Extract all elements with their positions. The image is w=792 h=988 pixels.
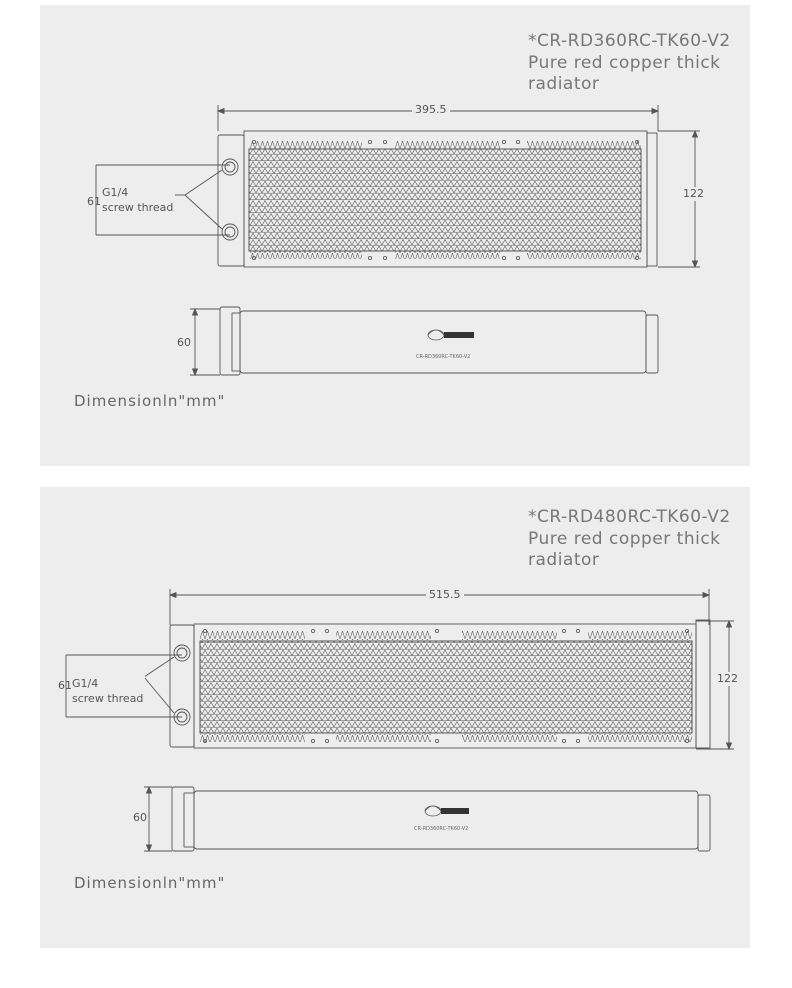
brand-logo: [425, 806, 469, 816]
model-description: Pure red copper thick radiator: [528, 53, 721, 94]
model-title: *CR-RD480RC-TK60-V2: [528, 507, 731, 527]
units-note: Dimensionln"mm": [74, 874, 226, 892]
thread-size: G1/4: [72, 677, 99, 690]
thickness-dimension: 60: [133, 811, 147, 824]
length-dimension: 515.5: [426, 588, 464, 602]
thread-size: G1/4: [102, 186, 129, 199]
width-dimension: 122: [680, 187, 707, 201]
thread-description: screw thread: [102, 201, 174, 214]
model-description: Pure red copper thick radiator: [528, 529, 721, 570]
thread-description: screw thread: [72, 692, 144, 705]
port-spacing-dimension: 61: [58, 679, 72, 692]
brand-logo: [428, 330, 474, 340]
model-title: *CR-RD360RC-TK60-V2: [528, 31, 731, 51]
length-dimension: 395.5: [412, 103, 450, 117]
radiator-360-drawing: [40, 5, 750, 466]
thickness-dimension: 60: [177, 336, 191, 349]
port-spacing-dimension: 61: [87, 195, 101, 208]
product-label: CR-RD360RC-TK60-V2: [416, 354, 471, 360]
product-label: CR-RD360RC-TK60-V2: [414, 826, 469, 832]
units-note: Dimensionln"mm": [74, 392, 226, 410]
radiator-480-drawing: [40, 487, 750, 948]
width-dimension: 122: [714, 672, 741, 686]
